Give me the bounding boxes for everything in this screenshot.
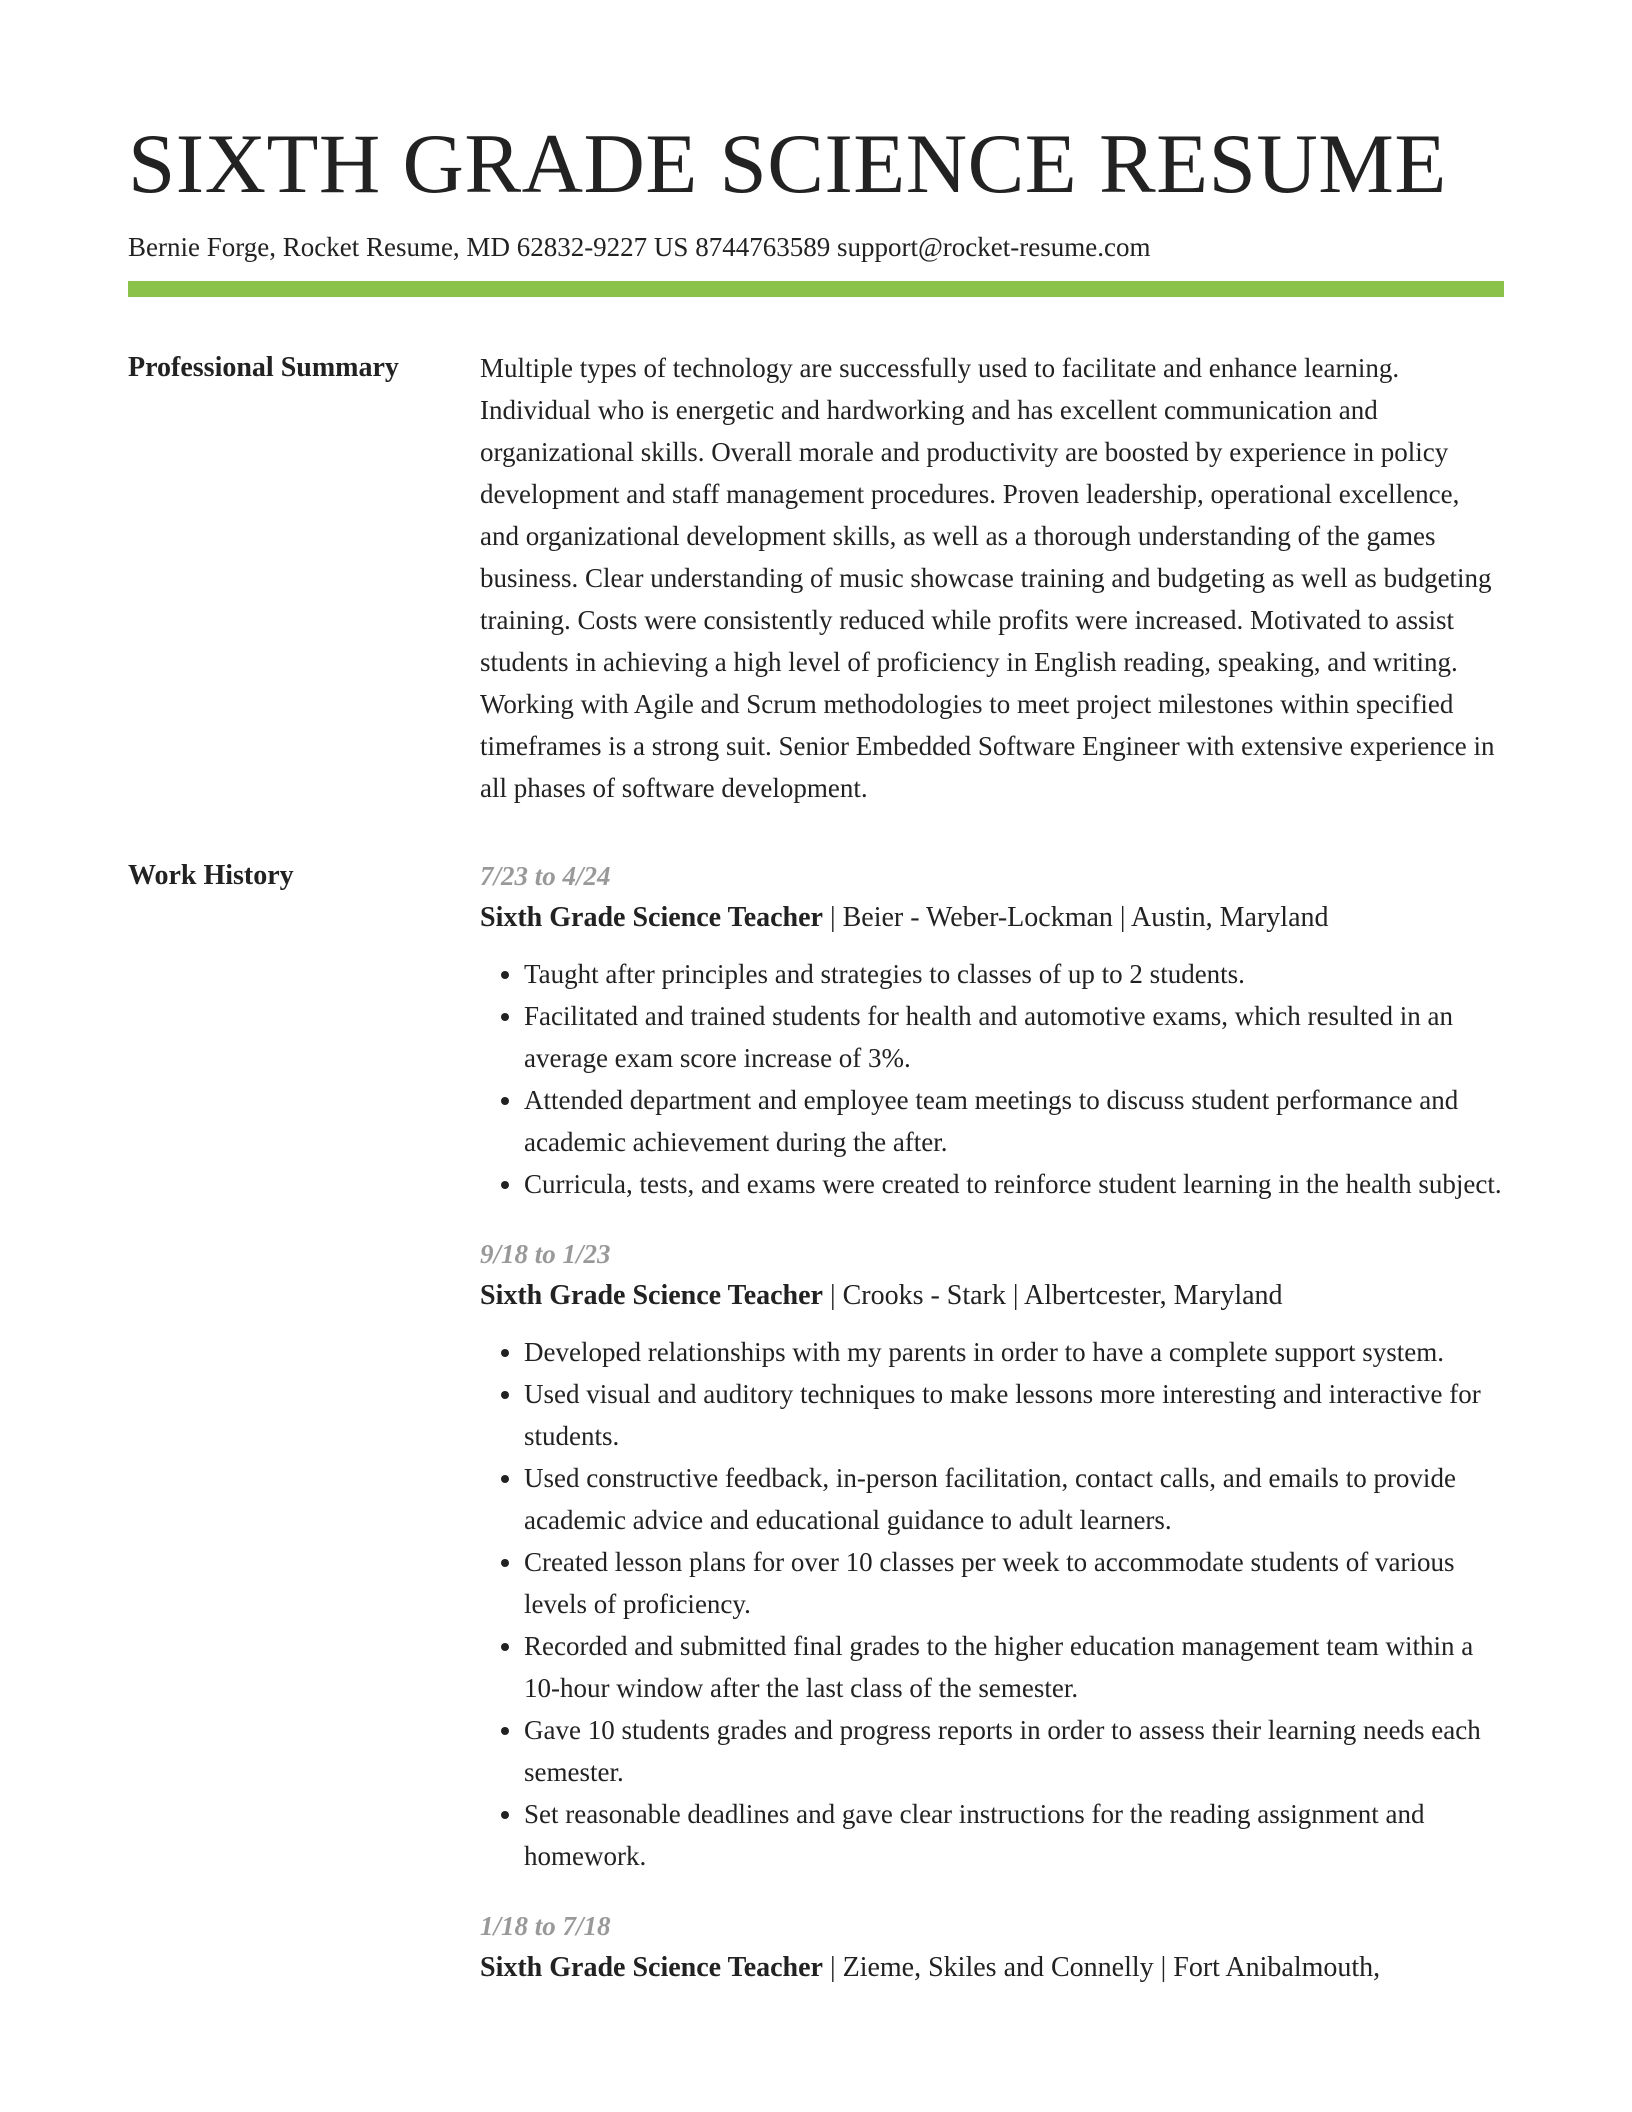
- job-details: | Zieme, Skiles and Connelly | Fort Anibalmouth,: [822, 1952, 1381, 1984]
- job-bullet: • Taught after principles and strategies to classes of up to 2 students.: [524, 953, 1504, 995]
- job-dates: 9/18 to 1/23: [480, 1239, 611, 1270]
- job-list: [480, 855, 1504, 1989]
- job-bullet: • Used visual and auditory techniques to make lessons more interesting and interactive for students.: [524, 1373, 1504, 1457]
- job-bullet: • Created lesson plans for over 10 classes per week to accommodate students of various levels of proficiency.: [524, 1541, 1504, 1625]
- accent-divider: [128, 281, 1504, 297]
- job-dates: 7/23 to 4/24: [480, 861, 611, 892]
- job-bullet: • Facilitated and trained students for health and automotive exams, which resulted in an average exam score increase of 3%.: [524, 995, 1504, 1079]
- job-bullet: • Gave 10 students grades and progress reports in order to assess their learning needs each semester.: [524, 1709, 1504, 1793]
- job-bullet: • Used constructive feedback, in-person facilitation, contact calls, and emails to provide academic advice and educational guidance to adult learners.: [524, 1457, 1504, 1541]
- job-dates: 1/18 to 7/18: [480, 1911, 611, 1942]
- professional-summary-section: [128, 347, 1504, 809]
- section-label-summary: Professional Summary: [128, 352, 399, 384]
- contact-line: Bernie Forge, Rocket Resume, MD 62832-9227 US 8744763589 support@rocket-resume.com: [128, 232, 1151, 262]
- job-entry: [480, 855, 1504, 1205]
- job-bullet: • Recorded and submitted final grades to the higher education management team within a 10-hour window after the last class of the semester.: [524, 1625, 1504, 1709]
- job-details: | Crooks - Stark | Albertcester, Maryland: [822, 1280, 1283, 1312]
- job-bullet: • Set reasonable deadlines and gave clear instructions for the reading assignment and homework.: [524, 1793, 1504, 1877]
- job-title: Sixth Grade Science Teacher: [480, 1952, 823, 1984]
- job-bullets: [480, 953, 1504, 1205]
- summary-text: Multiple types of technology are successfully used to facilitate and enhance learning. Individual who is energetic and hardworking and has excellent communication and organizational skills. Overall morale and productivity are boosted by experience in policy development and staff management procedures. Proven leadership, operational excellence, and organizational development skills, as well as a thorough understanding of the games business. Clear understanding of music showcase training and budgeting as well as budgeting training. Costs were consistently reduced while profits were increased. Motivated to assist students in achieving a high level of proficiency in English reading, speaking, and writing. Working with Agile and Scrum methodologies to meet project milestones within specified timeframes is a strong suit. Senior Embedded Software Engineer with extensive experience in all phases of software development.: [480, 353, 1495, 804]
- job-title: Sixth Grade Science Teacher: [480, 902, 823, 934]
- job-title: Sixth Grade Science Teacher: [480, 1280, 823, 1312]
- job-heading: [480, 1275, 1504, 1317]
- job-entry: [480, 1233, 1504, 1877]
- job-heading: [480, 897, 1504, 939]
- job-details: | Beier - Weber-Lockman | Austin, Maryland: [822, 902, 1329, 934]
- resume-title: SIXTH GRADE SCIENCE RESUME: [128, 117, 1447, 211]
- job-bullets: [480, 1331, 1504, 1877]
- section-label-work-history: Work History: [128, 860, 294, 892]
- job-heading: [480, 1947, 1504, 1989]
- job-bullet: • Curricula, tests, and exams were created to reinforce student learning in the health subject.: [524, 1163, 1504, 1205]
- work-history-section: [128, 855, 1504, 1989]
- job-bullet: • Developed relationships with my parents in order to have a complete support system.: [524, 1331, 1504, 1373]
- job-entry: [480, 1905, 1504, 1989]
- job-bullet: • Attended department and employee team meetings to discuss student performance and academic achievement during the after.: [524, 1079, 1504, 1163]
